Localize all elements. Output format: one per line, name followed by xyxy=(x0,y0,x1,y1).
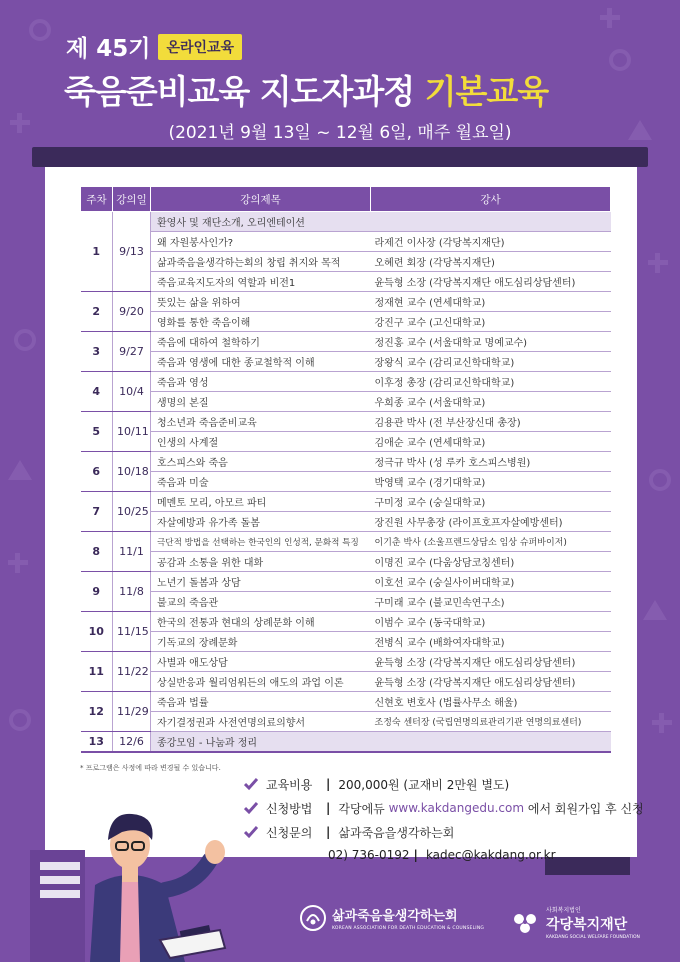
apply-pre: 각당에듀 xyxy=(338,801,385,816)
date-cell: 9/27 xyxy=(113,332,151,372)
table-row xyxy=(81,532,611,552)
lecture-title-cell: 호스피스와 죽음 xyxy=(151,452,371,472)
generation-line xyxy=(66,30,242,63)
header-title: 강의제목 xyxy=(151,187,371,212)
info-block xyxy=(244,772,644,866)
table-row xyxy=(81,672,611,692)
lecturer-cell: 이명진 교수 (다움상담코칭센터) xyxy=(371,552,611,572)
org1-emblem-icon xyxy=(300,905,326,931)
org2-type: 사회복지법인 xyxy=(546,907,581,914)
date-cell: 11/1 xyxy=(113,532,151,572)
date-cell: 11/22 xyxy=(113,652,151,692)
online-badge: 온라인교육 xyxy=(158,34,242,60)
table-row xyxy=(81,592,611,612)
table-row xyxy=(81,572,611,592)
table-header-row xyxy=(81,187,611,212)
fee-value: 200,000원 (교재비 2만원 별도) xyxy=(338,777,510,792)
divider: | xyxy=(326,777,331,791)
lecturer-cell: 정진홍 교수 (서울대학교 명예교수) xyxy=(371,332,611,352)
apply-row xyxy=(244,796,644,820)
date-cell: 11/8 xyxy=(113,572,151,612)
org2-emblem-icon xyxy=(510,910,540,936)
header-lecturer: 강사 xyxy=(371,187,611,212)
lecture-title-cell: 환영사 및 재단소개, 오리엔테이션 xyxy=(151,212,611,232)
apply-post: 에서 회원가입 후 신청 xyxy=(527,801,644,816)
lecture-title-cell: 죽음과 영성 xyxy=(151,372,371,392)
lecture-title-cell: 뜻있는 삶을 위하여 xyxy=(151,292,371,312)
fee-label: 교육비용 xyxy=(266,777,313,792)
lecture-title-cell: 메멘토 모리, 아모르 파티 xyxy=(151,492,371,512)
schedule-table xyxy=(80,186,611,753)
week-cell: 9 xyxy=(81,572,113,612)
contact-detail-row xyxy=(244,844,644,866)
table-row xyxy=(81,352,611,372)
lecture-title-cell: 왜 자원봉사인가? xyxy=(151,232,371,252)
fee-row xyxy=(244,772,644,796)
lecturer-cell: 윤득형 소장 (각당복지재단 애도심리상담센터) xyxy=(371,652,611,672)
lecture-title-cell: 죽음에 대하여 철학하기 xyxy=(151,332,371,352)
date-cell: 10/11 xyxy=(113,412,151,452)
contact-phone: 02) 736-0192 xyxy=(328,848,410,862)
lecture-title-cell: 인생의 사계절 xyxy=(151,432,371,452)
lecture-title-cell: 불교의 죽음관 xyxy=(151,592,371,612)
org1-name-en: KOREAN ASSOCIATION FOR DEATH EDUCATION & COUNSELING xyxy=(332,926,485,931)
table-row xyxy=(81,452,611,472)
org1-name-ko: 삶과죽음을생각하는회 xyxy=(332,909,458,924)
lecturer-cell: 김애순 교수 (연세대학교) xyxy=(371,432,611,452)
date-cell: 11/29 xyxy=(113,692,151,732)
schedule-body xyxy=(81,212,611,753)
lecturer-cell: 장왕식 교수 (감리교신학대학교) xyxy=(371,352,611,372)
title-highlight: 기본교육 xyxy=(424,72,549,111)
lecture-title-cell: 죽음과 법률 xyxy=(151,692,371,712)
lecturer-cell: 윤득형 소장 (각당복지재단 애도심리상담센터) xyxy=(371,672,611,692)
lecturer-cell: 이범수 교수 (동국대학교) xyxy=(371,612,611,632)
lecturer-cell: 이기춘 박사 (소울프렌드상담소 임상 슈퍼바이저) xyxy=(371,532,611,552)
lecturer-cell: 라제건 이사장 (각당복지재단) xyxy=(371,232,611,252)
table-row xyxy=(81,552,611,572)
lecturer-cell: 강진구 교수 (고신대학교) xyxy=(371,312,611,332)
table-row xyxy=(81,412,611,432)
contact-org: 삶과죽음을생각하는회 xyxy=(338,825,455,840)
header-date: 강의일 xyxy=(113,187,151,212)
date-cell: 9/13 xyxy=(113,212,151,292)
table-row xyxy=(81,692,611,712)
table-row xyxy=(81,232,611,252)
table-row xyxy=(81,392,611,412)
table-row xyxy=(81,252,611,272)
change-note: * 프로그램은 사정에 따라 변경될 수 있습니다. xyxy=(80,764,221,772)
lecturer-cell: 전병식 교수 (배화여자대학교) xyxy=(371,632,611,652)
date-cell: 10/4 xyxy=(113,372,151,412)
lecture-title-cell: 죽음과 영생에 대한 종교철학적 이해 xyxy=(151,352,371,372)
lecture-title-cell: 생명의 본질 xyxy=(151,392,371,412)
lecture-title-cell: 공감과 소통을 위한 대화 xyxy=(151,552,371,572)
org2-name-ko: 각당복지재단 xyxy=(546,917,628,933)
table-row xyxy=(81,432,611,452)
generation-text: 제 45기 xyxy=(66,36,151,62)
divider: | xyxy=(326,801,331,815)
lecturer-cell: 김용관 박사 (전 부산장신대 총장) xyxy=(371,412,611,432)
date-cell: 10/25 xyxy=(113,492,151,532)
week-cell: 12 xyxy=(81,692,113,732)
table-row xyxy=(81,492,611,512)
org2-logo xyxy=(510,905,640,940)
week-cell: 7 xyxy=(81,492,113,532)
lecture-title-cell: 청소년과 죽음준비교육 xyxy=(151,412,371,432)
teacher-illustration xyxy=(10,790,250,962)
check-icon xyxy=(244,777,258,791)
lecture-title-cell: 죽음과 미술 xyxy=(151,472,371,492)
lecturer-cell: 우희종 교수 (서울대학교) xyxy=(371,392,611,412)
contact-email: kadec@kakdang.or.kr xyxy=(425,848,556,862)
header-week: 주차 xyxy=(81,187,113,212)
table-row xyxy=(81,612,611,632)
week-cell: 4 xyxy=(81,372,113,412)
lecturer-cell: 윤득형 소장 (각당복지재단 애도심리상담센터) xyxy=(371,272,611,292)
lecture-title-cell: 극단적 방법을 선택하는 한국인의 인성적, 문화적 특징 xyxy=(151,532,371,552)
week-cell: 1 xyxy=(81,212,113,292)
header xyxy=(0,0,680,150)
lecture-title-cell: 상실반응과 월리엄워든의 애도의 과업 이론 xyxy=(151,672,371,692)
lecture-title-cell: 자살예방과 유가족 돌봄 xyxy=(151,512,371,532)
lecturer-cell: 박영택 교수 (경기대학교) xyxy=(371,472,611,492)
lecture-title-cell: 종강모임 - 나눔과 정리 xyxy=(151,732,611,753)
table-row xyxy=(81,652,611,672)
date-cell: 10/18 xyxy=(113,452,151,492)
lecturer-cell: 장진원 사무총장 (라이프호프자살예방센터) xyxy=(371,512,611,532)
week-cell: 13 xyxy=(81,732,113,753)
lecturer-cell: 이호선 교수 (숭실사이버대학교) xyxy=(371,572,611,592)
lecture-title-cell: 한국의 전통과 현대의 상례문화 이해 xyxy=(151,612,371,632)
table-row xyxy=(81,272,611,292)
org1-logo xyxy=(300,905,484,931)
lecture-title-cell: 죽음교육지도자의 역할과 비전1 xyxy=(151,272,371,292)
apply-url-link[interactable]: www.kakdangedu.com xyxy=(388,801,525,815)
page-title xyxy=(64,66,624,113)
lecture-title-cell: 노년기 돌봄과 상담 xyxy=(151,572,371,592)
week-cell: 2 xyxy=(81,292,113,332)
date-cell: 9/20 xyxy=(113,292,151,332)
lecturer-cell: 신현호 변호사 (법률사무소 해울) xyxy=(371,692,611,712)
date-cell: 12/6 xyxy=(113,732,151,753)
lecturer-cell: 구미정 교수 (숭실대학교) xyxy=(371,492,611,512)
contact-row xyxy=(244,820,644,844)
lecturer-cell: 구미래 교수 (불교민속연구소) xyxy=(371,592,611,612)
table-row xyxy=(81,472,611,492)
title-main: 죽음준비교육 지도자과정 xyxy=(64,72,415,111)
lecturer-cell: 오혜련 회장 (각당복지재단) xyxy=(371,252,611,272)
week-cell: 3 xyxy=(81,332,113,372)
lecturer-cell: 이후정 총장 (감리교신학대학교) xyxy=(371,372,611,392)
lecture-title-cell: 사별과 애도상담 xyxy=(151,652,371,672)
divider: | xyxy=(326,825,331,839)
board-frame-top xyxy=(32,147,648,167)
lecture-title-cell: 삶과죽음을생각하는회의 창립 취지와 목적 xyxy=(151,252,371,272)
table-row xyxy=(81,372,611,392)
table-row xyxy=(81,512,611,532)
week-cell: 5 xyxy=(81,412,113,452)
date-cell: 11/15 xyxy=(113,612,151,652)
lecturer-cell: 정재현 교수 (연세대학교) xyxy=(371,292,611,312)
org2-name-en: KAKDANG SOCIAL WELFARE FOUNDATION xyxy=(546,935,640,940)
week-cell: 11 xyxy=(81,652,113,692)
page-subtitle: (2021년 9월 13일 ~ 12월 6일, 매주 월요일) xyxy=(168,123,512,143)
apply-label: 신청방법 xyxy=(266,801,313,816)
divider: | xyxy=(413,848,418,862)
table-row xyxy=(81,732,611,753)
lecturer-cell: 정극규 박사 (성 루카 호스피스병원) xyxy=(371,452,611,472)
week-cell: 10 xyxy=(81,612,113,652)
lecture-title-cell: 기독교의 장례문화 xyxy=(151,632,371,652)
lecturer-cell: 조정숙 센터장 (국립연명의료관리기관 연명의료센터) xyxy=(371,712,611,732)
table-row xyxy=(81,712,611,732)
lecture-title-cell: 영화를 통한 죽음이해 xyxy=(151,312,371,332)
contact-label: 신청문의 xyxy=(266,825,313,840)
week-cell: 6 xyxy=(81,452,113,492)
table-row xyxy=(81,212,611,232)
lecture-title-cell: 자기결정권과 사전연명의료의향서 xyxy=(151,712,371,732)
table-row xyxy=(81,312,611,332)
week-cell: 8 xyxy=(81,532,113,572)
logo-area xyxy=(300,905,640,945)
table-row xyxy=(81,292,611,312)
table-row xyxy=(81,632,611,652)
table-row xyxy=(81,332,611,352)
